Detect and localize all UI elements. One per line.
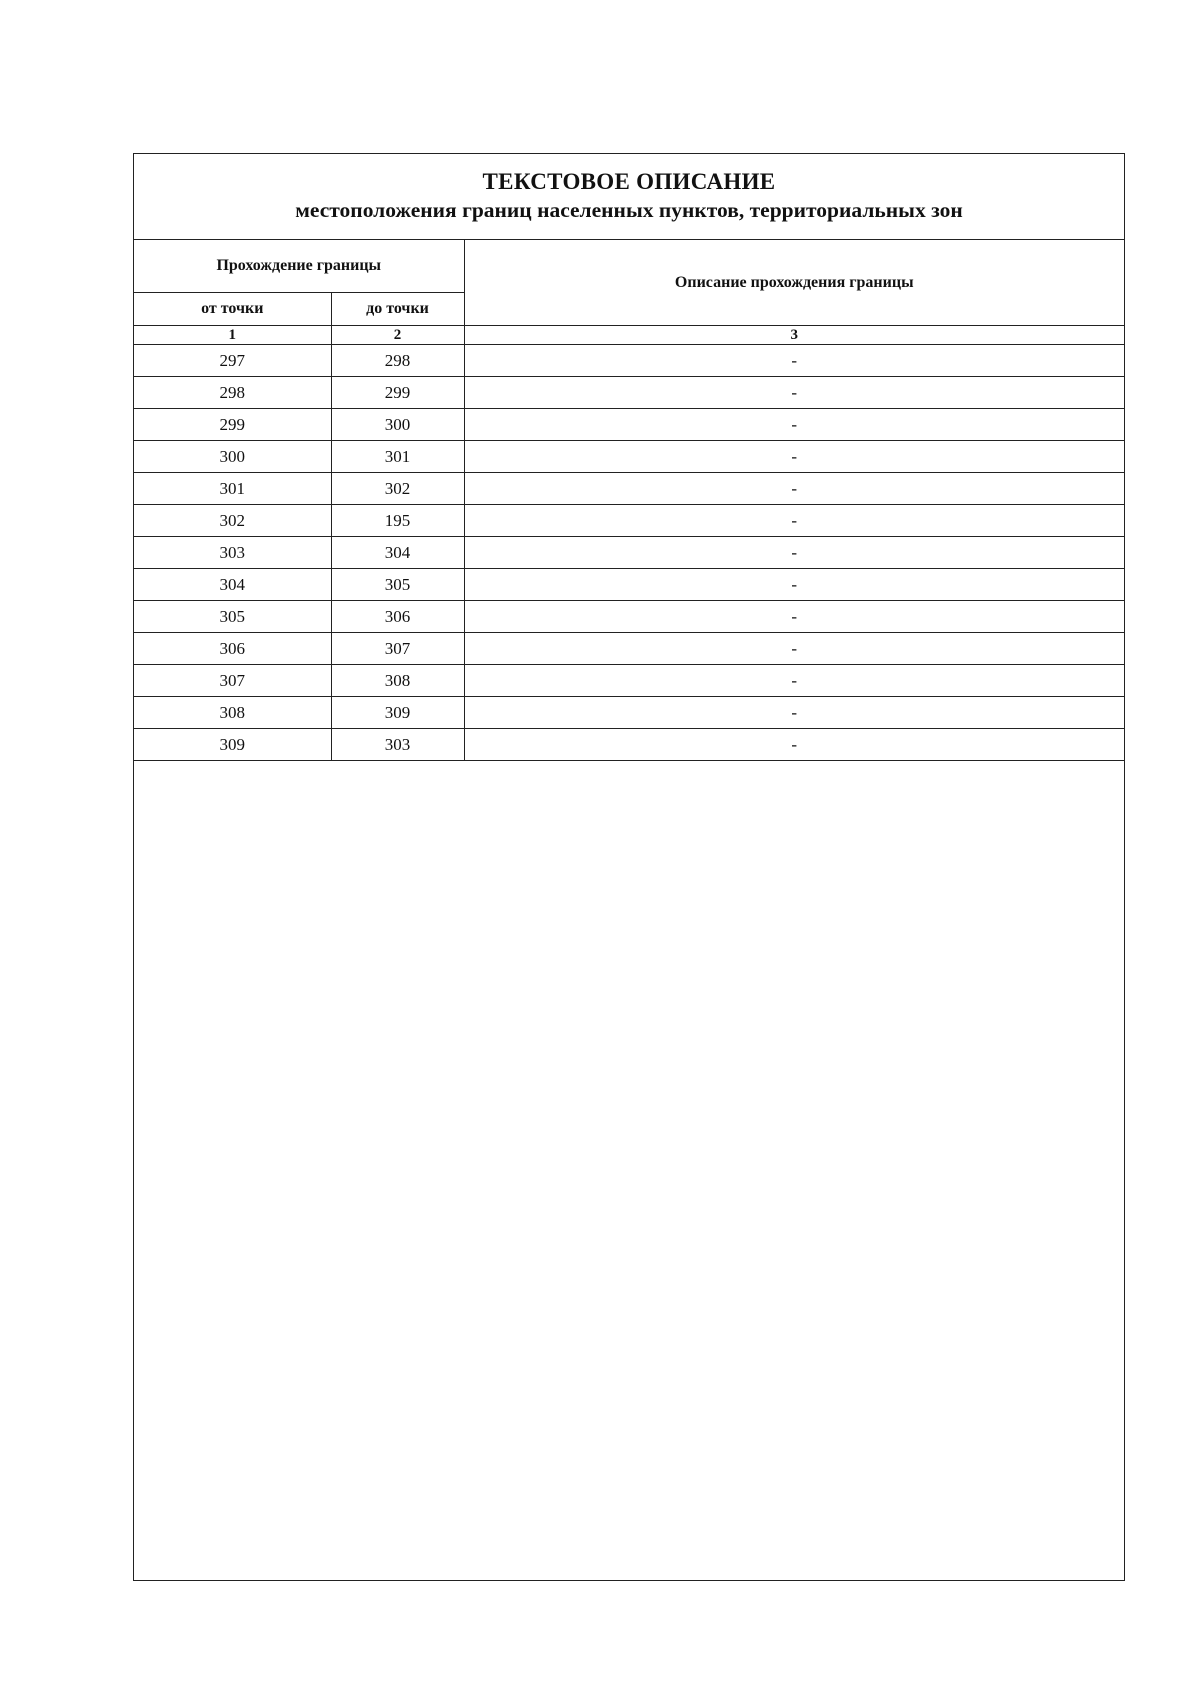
description-cell: - (464, 409, 1124, 441)
table-row (134, 729, 1124, 761)
from-point-cell: 300 (134, 441, 331, 473)
description-cell: - (464, 665, 1124, 697)
description-cell: - (464, 441, 1124, 473)
description-header: Описание прохождения границы (464, 240, 1124, 326)
from-point-cell: 297 (134, 345, 331, 377)
from-point-cell: 302 (134, 505, 331, 537)
from-point-cell: 306 (134, 633, 331, 665)
to-point-cell: 307 (331, 633, 464, 665)
from-point-cell: 305 (134, 601, 331, 633)
description-cell: - (464, 473, 1124, 505)
table-row (134, 665, 1124, 697)
description-cell: - (464, 537, 1124, 569)
table-row (134, 537, 1124, 569)
table-row (134, 441, 1124, 473)
table-row (134, 697, 1124, 729)
from-point-cell: 304 (134, 569, 331, 601)
description-cell: - (464, 569, 1124, 601)
from-point-cell: 299 (134, 409, 331, 441)
table-row (134, 505, 1124, 537)
table-row (134, 569, 1124, 601)
to-point-cell: 308 (331, 665, 464, 697)
from-point-cell: 308 (134, 697, 331, 729)
table-row (134, 409, 1124, 441)
table-row (134, 633, 1124, 665)
title-block (134, 154, 1124, 240)
to-point-cell: 195 (331, 505, 464, 537)
description-cell: - (464, 601, 1124, 633)
table-row (134, 345, 1124, 377)
document-frame (133, 153, 1125, 1581)
to-point-cell: 306 (331, 601, 464, 633)
from-point-cell: 307 (134, 665, 331, 697)
description-cell: - (464, 697, 1124, 729)
from-point-header: от точки (134, 293, 331, 326)
from-point-cell: 303 (134, 537, 331, 569)
to-point-header: до точки (331, 293, 464, 326)
description-cell: - (464, 633, 1124, 665)
from-point-cell: 309 (134, 729, 331, 761)
group-header: Прохождение границы (134, 240, 464, 293)
to-point-cell: 304 (331, 537, 464, 569)
table-row (134, 601, 1124, 633)
document-title: ТЕКСТОВОЕ ОПИСАНИЕ (482, 169, 776, 194)
boundary-table (134, 240, 1124, 761)
column-number-2: 2 (331, 326, 464, 345)
to-point-cell: 309 (331, 697, 464, 729)
table-row (134, 473, 1124, 505)
description-cell: - (464, 505, 1124, 537)
to-point-cell: 302 (331, 473, 464, 505)
description-cell: - (464, 729, 1124, 761)
from-point-cell: 301 (134, 473, 331, 505)
column-number-1: 1 (134, 326, 331, 345)
to-point-cell: 305 (331, 569, 464, 601)
to-point-cell: 301 (331, 441, 464, 473)
description-cell: - (464, 345, 1124, 377)
table-row (134, 377, 1124, 409)
from-point-cell: 298 (134, 377, 331, 409)
column-number-3: 3 (464, 326, 1124, 345)
to-point-cell: 299 (331, 377, 464, 409)
to-point-cell: 300 (331, 409, 464, 441)
to-point-cell: 298 (331, 345, 464, 377)
to-point-cell: 303 (331, 729, 464, 761)
description-cell: - (464, 377, 1124, 409)
document-subtitle: местоположения границ населенных пунктов, территориальных зон (295, 198, 963, 222)
